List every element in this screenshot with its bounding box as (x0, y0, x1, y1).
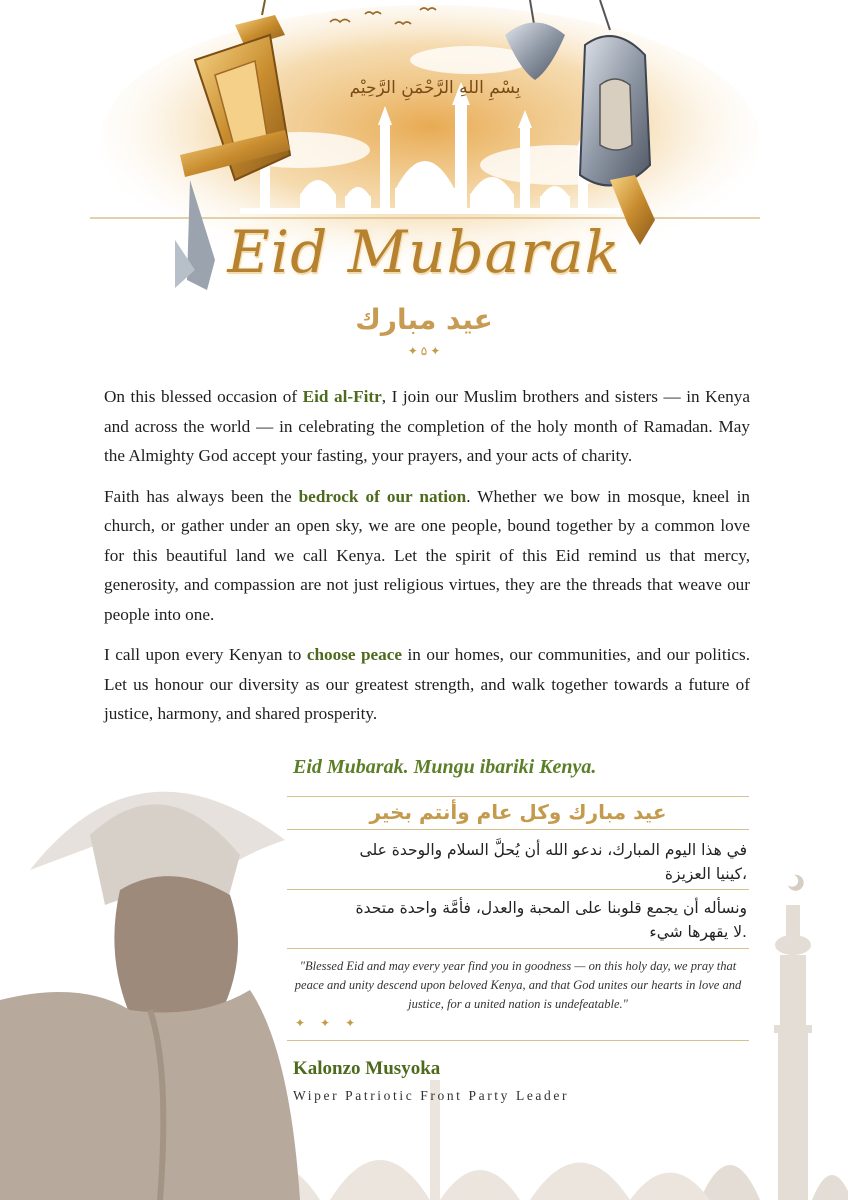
signatory-title: Wiper Patriotic Front Party Leader (293, 1088, 570, 1103)
paragraph-2 (104, 482, 750, 630)
paragraph-1-end: , I join our Muslim brothers and sisters — in Kenya and across the world — in celebrating the completion of the holy month of Ramadan. May the Almighty God accept your fasting, your prayers, and your acts of charity. (104, 387, 750, 465)
paragraph-3-end: in our homes, our communities, and our politics. Let us honour our diversity as our greatest strength, and walk together towards a future of justice, harmony, and shared prosperity. (104, 645, 750, 723)
page-title: Eid Mubarak (227, 218, 621, 286)
title-ornament: ✦ ۵ ✦ (407, 344, 441, 358)
arabic-greeting-heading: عيد مبارك وكل عام وأنتم بخير (369, 800, 667, 824)
arabic-line-2a: ونسأله أن يجمع قلوبنا على المحبة والعدل، فأمَّة واحدة متحدة (355, 899, 747, 917)
closing-ornament: ✦ ✦ ✦ (295, 1016, 362, 1030)
english-translation-quote: "Blessed Eid and may every year find you in goodness — on this holy day, we pray that peace and unity descend upon beloved Kenya, and that God unites our hearts in love and justice, for a united nation is undefeatable." (294, 959, 742, 1011)
highlight-bedrock: bedrock of our nation (298, 486, 467, 506)
divider-signature (287, 1040, 749, 1041)
arabic-line-1a: في هذا اليوم المبارك، ندعو الله أن يُحلَّ السلام والوحدة على (359, 841, 747, 859)
bismillah-text: بِسْمِ اللهِ الرَّحْمَنِ الرَّحِيْم (349, 78, 521, 98)
paragraph-2-end: . Whether we bow in mosque, kneel in church, or gather under an open sky, we are one people, bound together by a common love for this beautiful land we call Kenya. Let the spirit of this Eid remind us that mercy, generosity, and compassion are not just religious virtues, they are the threads that weave our people into one. (104, 486, 750, 624)
paragraph-3 (104, 640, 750, 729)
highlight-choose-peace: choose peace (306, 645, 403, 664)
divider-arabic (287, 829, 749, 830)
portrait-silhouette (0, 792, 300, 1200)
divider-middle (287, 889, 749, 890)
paragraph-1 (104, 382, 750, 471)
paragraph-1-start: On this blessed occasion of (104, 387, 303, 406)
divider-top (287, 796, 749, 797)
paragraph-3-start: I call upon every Kenyan to (104, 645, 307, 664)
divider-quote (287, 948, 749, 949)
paragraph-2-start: Faith has always been the (104, 486, 299, 506)
closing-headline: Eid Mubarak. Mungu ibariki Kenya. (293, 756, 597, 778)
arabic-line-1b: ،كينيا العزيزة (664, 865, 747, 883)
highlight-eid-al-fitr: Eid al-Fitr (302, 387, 382, 406)
arabic-line-2b: .لا يقهرها شيء (649, 923, 747, 941)
message-body (104, 382, 750, 740)
arabic-title: عيد مبارك (355, 303, 493, 336)
signatory-name: Kalonzo Musyoka (293, 1058, 441, 1079)
